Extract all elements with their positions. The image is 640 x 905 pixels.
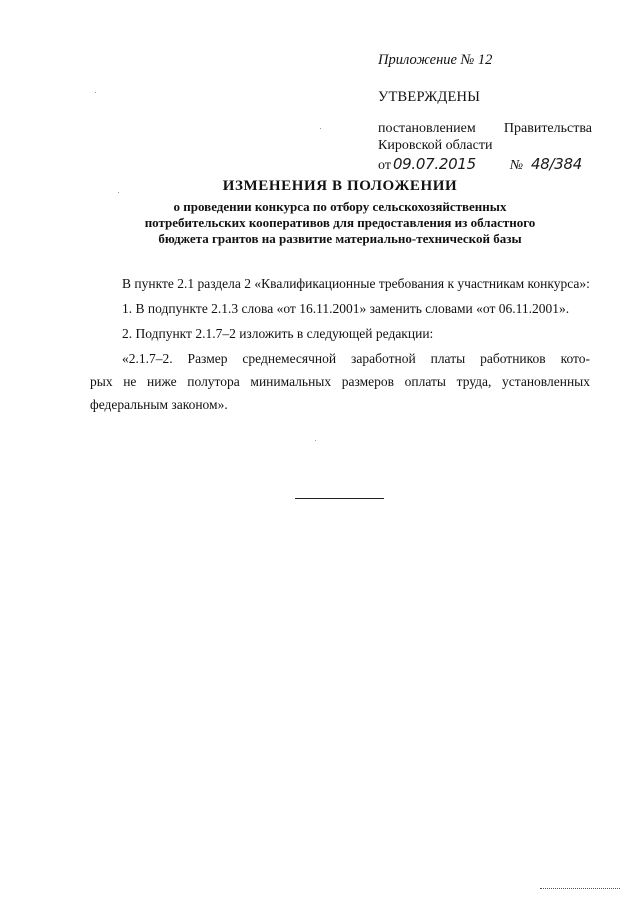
appendix-label: Приложение № 12: [378, 52, 493, 68]
approved-label: УТВЕРЖДЕНЫ: [378, 89, 481, 105]
date-prefix: от: [378, 158, 391, 173]
number-sign: №: [509, 158, 524, 173]
intro-paragraph: В пункте 2.1 раздела 2 «Квалификационные требования к участникам конкурса»:: [122, 276, 590, 291]
title-line-2: потребительских кооперативов для предоставления из областного: [144, 215, 536, 230]
region-name: Кировской области: [378, 138, 493, 153]
title-line-1: о проведении конкурса по отбору сельскохозяйственных: [173, 199, 507, 214]
title-line-3: бюджета грантов на развитие материально-технической базы: [158, 231, 522, 246]
document-body: [90, 272, 590, 416]
quote-first-line: «2.1.7–2. Размер среднемесячной заработной платы работников кото-: [122, 351, 590, 366]
closing-divider: [295, 498, 384, 499]
item-1-paragraph: 1. В подпункте 2.1.3 слова «от 16.11.2001» заменить словами «от 06.11.2001».: [122, 301, 570, 316]
document-title: [90, 178, 590, 247]
date-number-line: [378, 156, 592, 174]
quote-continuation: рых не ниже полутора минимальных размеров оплаты труда, установленных федеральным законом».: [90, 374, 590, 412]
approval-block: [378, 52, 592, 174]
handwritten-date: 09.07.2015: [392, 155, 476, 173]
scan-edge-marks: [540, 888, 620, 891]
decree-word: постановлением: [378, 121, 476, 136]
title-main: ИЗМЕНЕНИЯ В ПОЛОЖЕНИИ: [222, 178, 458, 194]
decree-line: [378, 120, 592, 137]
government-word: Правительства: [503, 121, 592, 136]
handwritten-number: 48/384: [531, 155, 583, 173]
item-2-paragraph: 2. Подпункт 2.1.7–2 изложить в следующей редакции:: [122, 326, 434, 341]
